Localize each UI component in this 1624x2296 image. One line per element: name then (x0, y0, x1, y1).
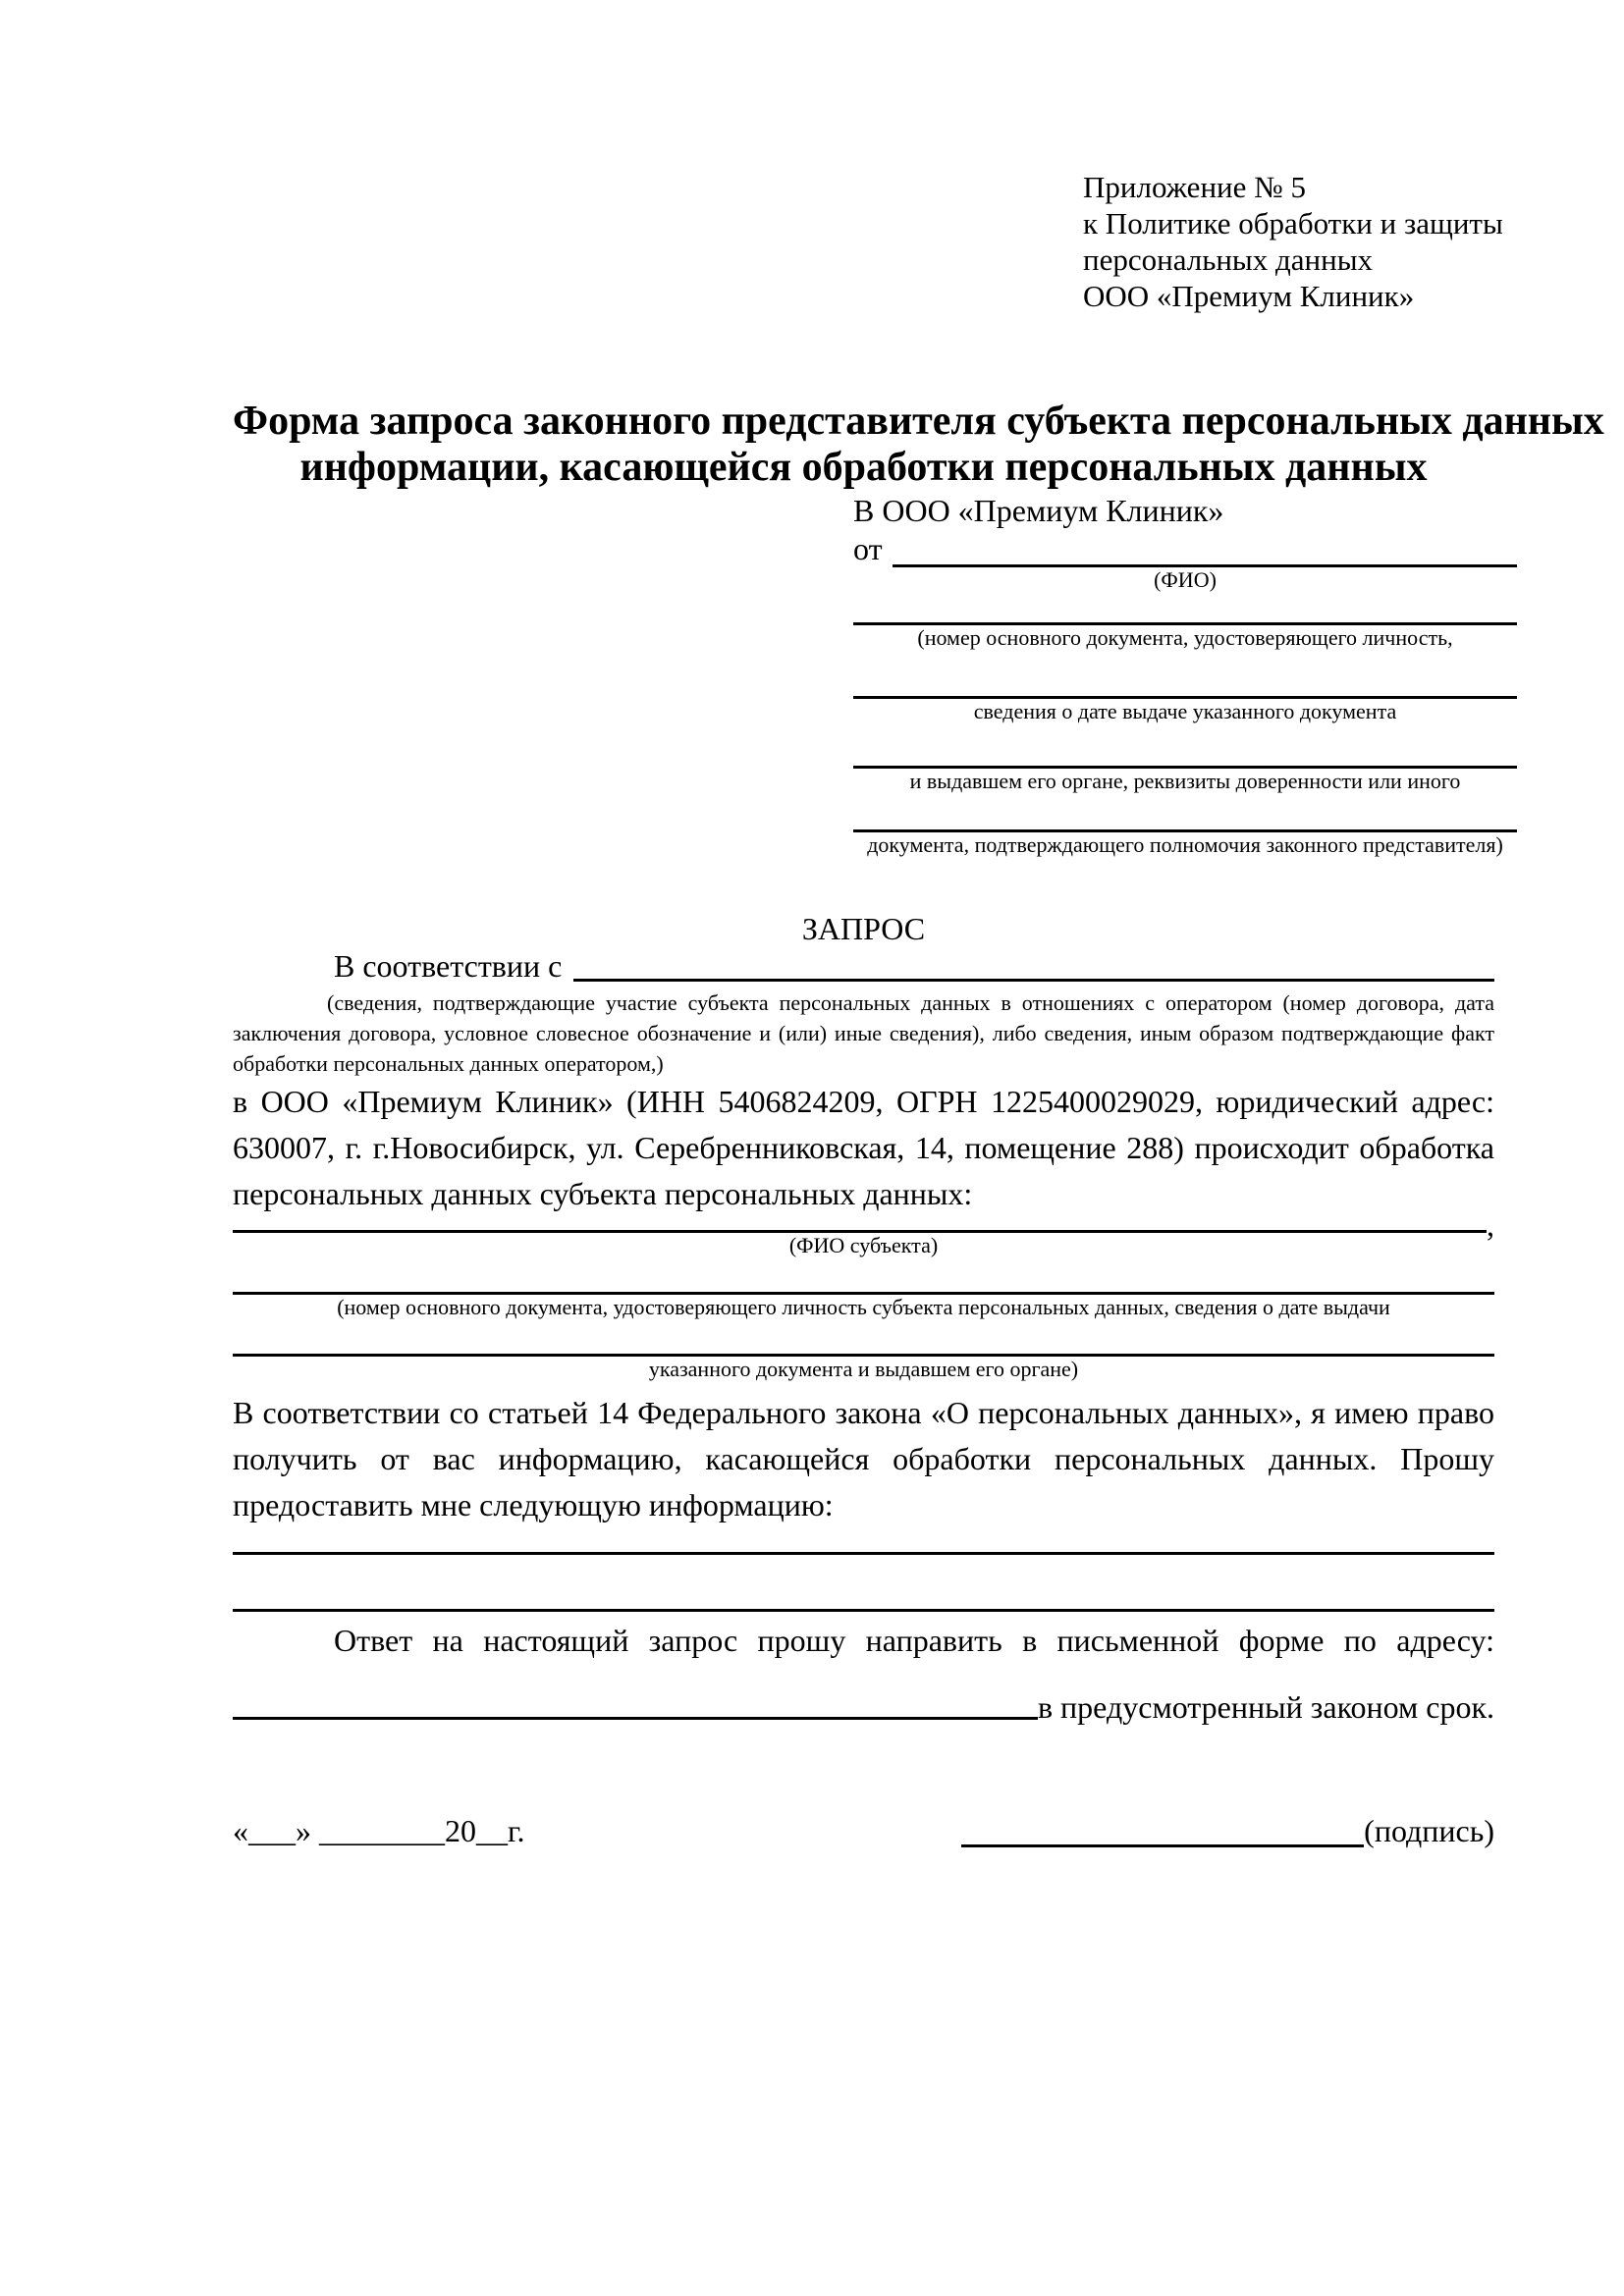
appendix-note-line: Приложение № 5 (1083, 170, 1306, 204)
issue-date-caption: сведения о дате выдаче указанного документа (973, 699, 1397, 723)
subject-fio-blank-field (233, 1217, 1487, 1233)
signature-block (961, 1814, 1494, 1847)
appendix-note-line: ООО «Премиум Клиник» (1083, 279, 1415, 313)
document-title (233, 399, 1604, 491)
document-title-line-1: Форма запроса законного представителя субъекта персональных данных (233, 399, 1604, 444)
subject-comma: , (1487, 1207, 1494, 1243)
relation-details-blank-field (573, 950, 1494, 982)
document-title-line-2: информации, касающейся обработки персональных данных (299, 445, 1428, 490)
document-number-caption: (номер основного документа, удостоверяющего личность, (917, 625, 1453, 650)
signature-caption: (подпись) (1364, 1813, 1494, 1848)
from-row (853, 530, 1517, 567)
subject-fio-caption: (ФИО субъекта) (788, 1233, 939, 1257)
authority-document-caption: документа, подтверждающего полномочия законного представителя) (867, 832, 1503, 857)
issuing-authority-caption: и выдавшем его органе, реквизиты доверенности или иного (909, 769, 1461, 793)
issue-date-blank-field (853, 651, 1517, 699)
appendix-note (1083, 169, 1503, 314)
appendix-note-line: к Политике обработки и защиты (1083, 206, 1503, 240)
request-heading: ЗАПРОС (801, 911, 926, 946)
relation-note-paragraph: (сведения, подтверждающие участие субъекта персональных данных в отношениях с оператором (номер договора, дата заключения договора, условное словесное обозначение и (или) иные сведения), либо сведения, иным образом подтверждающие факт обработки персональных данных оператором,) (233, 990, 1494, 1076)
reply-address-row (233, 1689, 1494, 1725)
intro-label: В соответствии с (334, 948, 563, 984)
footer-row (233, 1814, 1494, 1847)
requested-info-blank-line-1 (233, 1540, 1494, 1555)
date-line: «___» ________20__г. (233, 1813, 525, 1848)
reply-address-blank-field (233, 1692, 1038, 1720)
subject-document-blank-field-2 (233, 1320, 1494, 1357)
subject-fio-row (233, 1207, 1494, 1243)
addressee-block (853, 491, 1517, 858)
from-label: от (853, 531, 883, 566)
operator-paragraph: в ООО «Премиум Клиник» (ИНН 5406824209, ОГРН 1225400029029, юридический адрес: 630007, г. г.Новосибирск, ул. Серебренниковская, 14, помещение 288) происходит обработка персональных данных субъекта персональных данных: (233, 1084, 1494, 1211)
fio-blank-field (893, 530, 1517, 567)
subject-document-caption-2: указанного документа и выдавшем его органе) (648, 1357, 1079, 1381)
subject-document-blank-field (233, 1258, 1494, 1295)
requested-info-blank-line-2 (233, 1555, 1494, 1612)
authority-document-blank-field (853, 794, 1517, 832)
issuing-authority-blank-field (853, 724, 1517, 769)
reply-paragraph: Ответ на настоящий запрос прошу направить в письменной форме по адресу: (334, 1623, 1494, 1658)
reply-tail-text: в предусмотренный законом срок. (1037, 1689, 1494, 1725)
addressee-org: В ООО «Премиум Клиник» (853, 493, 1224, 528)
paragraph-indent (233, 950, 334, 982)
fio-caption: (ФИО) (1154, 567, 1217, 592)
signature-blank-field (961, 1814, 1364, 1847)
document-number-blank-field (853, 593, 1517, 625)
rights-paragraph: В соответствии со статьей 14 Федерального закона «О персональных данных», я имею право получить от вас информацию, касающейся обработки персональных данных. Прошу предоставить мне следующую информацию: (233, 1395, 1494, 1522)
subject-document-caption-1: (номер основного документа, удостоверяющего личность субъекта персональных данных, сведения о дате выдачи (337, 1295, 1390, 1319)
appendix-note-line: персональных данных (1083, 242, 1374, 277)
intro-row (233, 950, 1494, 982)
